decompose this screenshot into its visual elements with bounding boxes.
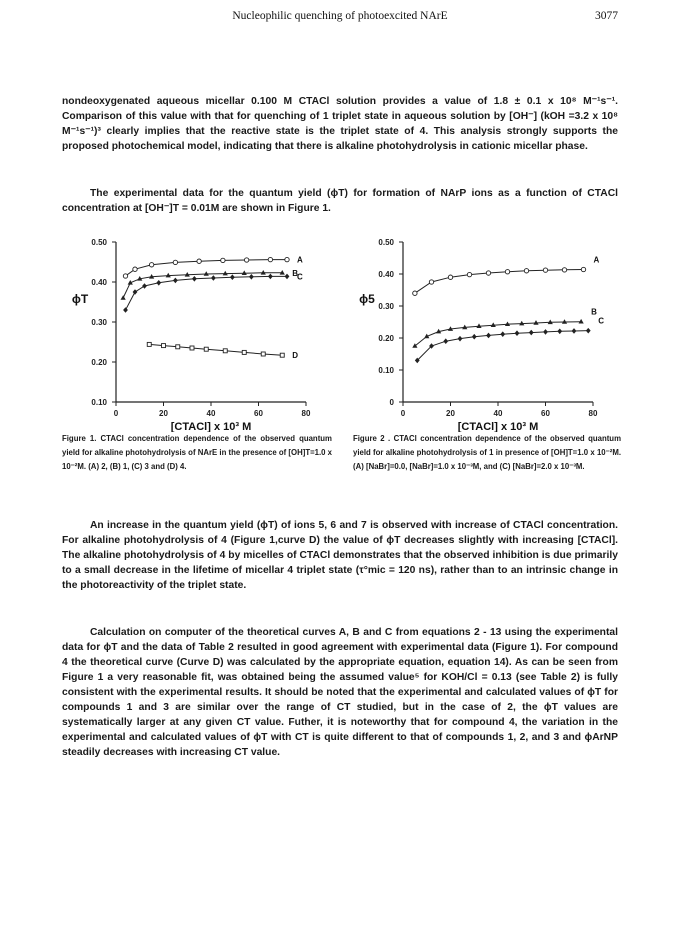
chart2-point-B	[579, 319, 584, 324]
chart1-point-C	[123, 307, 128, 313]
chart2-point-A	[581, 267, 585, 271]
chart1-point-C	[268, 274, 273, 280]
paragraph-4-text: Calculation on computer of the theoretical curves A, B and C from equations 2 - 13 using the experimental data for ϕT and the data of Table 2 resulted in good agreement with experimental data (Figure 1). For compound 4 the theoretical curve (Curve D) was calculated by the appropriate equation, equation 14). As can be seen from Figure 1 a very reasonable fit, was obtained being the assumed value⁵ for KOH/Cl = 0.13 (see Table 2) is fully consistent with the experimental results. It should be noted that the experimental and calculated values of ϕT for compounds 1 and 3 are similar over the range of CT studied, but in the case of 2, the ϕT values are systematically larger at any given CT value. Futher, it is noteworthy that for compound 4, the variation in the experimental and calculated values of ϕT with CT is quite different to that of compounds 1, 2, and 3 and ϕArNP steadily decreases with increasing CT value.	[62, 627, 618, 758]
chart2-x-tick-label: 20	[446, 409, 455, 418]
chart2-point-C	[557, 328, 562, 334]
chart1-point-D	[190, 346, 194, 350]
chart1-series-label-D: D	[292, 351, 299, 361]
chart2-series-A-line	[415, 270, 584, 294]
chart1-x-tick-label: 0	[113, 409, 119, 418]
chart1-point-D	[176, 345, 180, 349]
chart2-y-tick-label: 0.20	[378, 334, 394, 343]
chart1-point-C	[249, 274, 254, 280]
running-title: Nucleophilic quenching of photoexcited NArE	[232, 10, 448, 22]
chart1-point-D	[242, 350, 246, 354]
chart2-series-B-line	[415, 322, 581, 346]
chart2-point-C	[515, 330, 520, 336]
chart1-point-C	[192, 276, 197, 282]
chart1-point-A	[149, 263, 153, 267]
chart2-series-label-B: B	[591, 307, 597, 317]
chart1-series-label-A: A	[297, 255, 303, 265]
chart2-point-A	[413, 291, 417, 295]
paragraph-2-text: The experimental data for the quantum yield (ϕT) for formation of NArP ions as a function of CTACl concentration at [OH⁻]T = 0.01M are shown in Figure 1.	[62, 188, 618, 214]
chart2-point-C	[586, 328, 591, 334]
page-number: 3077	[595, 10, 618, 22]
chart2-x-tick-label: 80	[588, 409, 598, 418]
paragraph-2	[62, 186, 618, 216]
chart2-y-tick-label: 0.50	[378, 238, 394, 247]
chart1-series-C-line	[126, 276, 288, 310]
chart1-series-label-C: C	[297, 272, 303, 282]
chart2-point-C	[486, 333, 491, 339]
chart2-y-tick-label: 0.10	[378, 366, 394, 375]
chart2-series-label-A: A	[593, 255, 600, 265]
chart2-point-C	[458, 336, 463, 342]
chart1-y-tick-label: 0.30	[91, 318, 107, 327]
chart2-x-tick-label: 0	[400, 409, 406, 418]
chart1-y-tick-label: 0.40	[91, 278, 107, 287]
chart1-x-tick-label: 40	[206, 409, 216, 418]
chart2-y-tick-label: 0.40	[378, 270, 394, 279]
chart1-x-axis-label: [CTACl] x 10³ M	[170, 421, 252, 432]
chart2-point-C	[543, 329, 548, 335]
chart1-point-A	[244, 258, 248, 262]
chart2-point-B	[412, 343, 417, 348]
chart1-point-C	[211, 275, 216, 281]
chart1-point-D	[223, 349, 227, 353]
chart1-point-D	[147, 342, 151, 346]
chart2-point-C	[443, 338, 448, 344]
chart1-point-A	[173, 260, 177, 264]
chart1-point-A	[221, 258, 225, 262]
figure-1-caption: Figure 1. CTACl concentration dependence of the observed quantum yield for alkaline photohydrolysis of NArE in the presence of [OH]T=1.0 x 10⁻²M. (A) 2, (B) 1, (C) 3 and (D) 4.	[62, 434, 332, 471]
chart1-series-label-B: B	[292, 268, 299, 278]
chart2-point-A	[562, 268, 566, 272]
chart2-point-C	[529, 330, 534, 336]
chart2-y-tick-label: 0	[389, 398, 394, 407]
running-header	[0, 8, 680, 28]
chart2-point-C	[472, 334, 477, 340]
chart1-point-C	[142, 283, 147, 289]
paragraph-4	[62, 625, 618, 760]
chart1-point-B	[261, 270, 266, 275]
chart1-y-tick-label: 0.20	[91, 358, 107, 367]
chart2-y-axis-label: ϕ5	[359, 291, 375, 306]
chart2-x-tick-label: 60	[541, 409, 550, 418]
chart2-point-C	[572, 328, 577, 334]
chart1-point-B	[280, 270, 285, 275]
chart2-point-A	[467, 272, 471, 276]
chart2-series-label-C: C	[598, 316, 605, 326]
chart1-point-C	[156, 280, 161, 286]
chart1-y-tick-label: 0.10	[91, 398, 107, 407]
chart2-point-A	[543, 268, 547, 272]
chart1-point-C	[230, 274, 235, 280]
figure-plots	[58, 232, 638, 432]
paragraph-3	[62, 518, 618, 593]
chart1-point-A	[268, 257, 272, 261]
figure-2-caption: Figure 2 . CTACl concentration dependence of the observed quantum yield for alkaline photohydrolysis of 1 in presence of [OH]T=1.0 x 10⁻²M. (A) [NaBr]=0.0, [NaBr]=1.0 x 10⁻³M, and (C) [NaBr]=2.0 x 10⁻³M.	[353, 434, 621, 471]
chart1-point-C	[173, 278, 178, 284]
chart2-point-A	[505, 270, 509, 274]
chart1-x-tick-label: 60	[254, 409, 263, 418]
chart1-point-A	[123, 274, 127, 278]
paragraph-1	[62, 94, 618, 154]
chart1-point-D	[261, 352, 265, 356]
chart2-point-C	[500, 331, 505, 337]
chart2-point-A	[448, 275, 452, 279]
chart1-point-D	[280, 353, 284, 357]
chart1-point-C	[133, 289, 138, 295]
chart1-point-D	[204, 347, 208, 351]
chart2-point-A	[524, 269, 528, 273]
chart1-point-C	[285, 274, 290, 280]
chart1-y-axis-label: ϕT	[71, 291, 89, 306]
chart1-x-tick-label: 20	[159, 409, 168, 418]
chart1-x-tick-label: 80	[301, 409, 311, 418]
chart1-point-A	[133, 267, 137, 271]
chart1-point-A	[285, 257, 289, 261]
chart2-x-tick-label: 40	[493, 409, 503, 418]
chart2-point-A	[429, 280, 433, 284]
paragraph-3-text: An increase in the quantum yield (ϕT) of ions 5, 6 and 7 is observed with increase of CTACl concentration. For alkaline photohydrolysis of 4 (Figure 1,curve D) the value of ϕT decreases slightly with increasing [CTACl]. The alkaline photohydrolysis of 4 by micelles of CTACl demonstrates that the observed inhibition is due primarily to a small decrease in the lifetime of micellar 4 triplet state (τ°mic = 120 ns), rather than to an intrinsic change in the photoreactivity of the triplet state.	[62, 520, 618, 591]
chart2-y-tick-label: 0.30	[378, 302, 394, 311]
chart1-point-B	[121, 295, 126, 300]
chart1-point-D	[162, 344, 166, 348]
chart2-x-axis-label: [CTACl] x 10³ M	[457, 421, 539, 432]
chart2-point-A	[486, 271, 490, 275]
chart1-point-A	[197, 259, 201, 263]
paragraph-1-text: nondeoxygenated aqueous micellar 0.100 M CTACl solution provides a value of 1.8 ± 0.1 x 10⁸ M⁻¹s⁻¹. Comparison of this value with that for quenching of 1 triplet state in aqueous solution by [OH⁻] (kOH =3.2 x 10⁸ M⁻¹s⁻¹)³ clearly implies that the reactive state is the triplet state of 4. This analysis strongly supports the proposed photochemical model, indicating that there is alkaline photohydrolysis in cationic micellar phase.	[62, 96, 618, 152]
chart1-y-tick-label: 0.50	[91, 238, 107, 247]
